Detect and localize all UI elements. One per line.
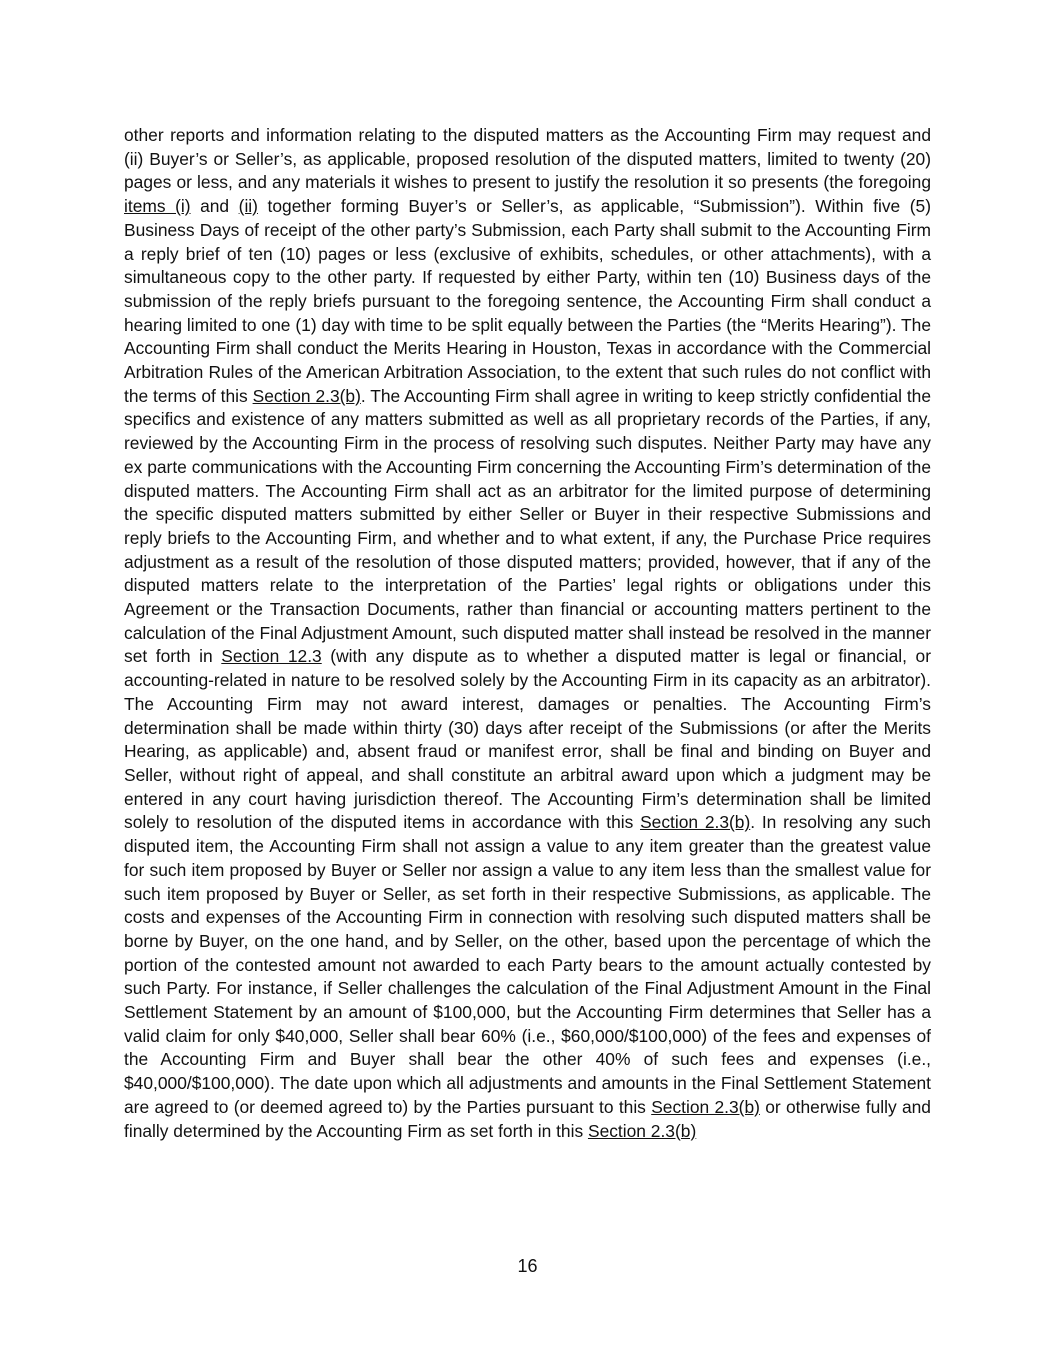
body-paragraph [124, 124, 931, 1143]
text-run: . The Accounting Firm shall agree in writing to keep strictly confidential the specifics and existence of any matters submitted as well as all proprietary records of the Parties, if any, reviewed by the Accounting Firm in the process of resolving such disputes. Neither Party may have any ex parte communications with the Accounting Firm concerning the Accounting Firm’s determination of the disputed matters. The Accounting Firm shall act as an arbitrator for the limited purpose of determining the specific disputed matters submitted by either Seller or Buyer in their respective Submissions and reply briefs to the Accounting Firm, and whether and to what extent, if any, the Purchase Price requires adjustment as a result of the resolution of those disputed matters; provided, however, that if any of the disputed matters relate to the interpretation of the Parties’ legal rights or obligations under this Agreement or the Transaction Documents, rather than financial or accounting matters pertinent to the calculation of the Final Adjustment Amount, such disputed matter shall instead be resolved in the manner set forth in [124, 385, 931, 667]
section-reference: Section 2.3(b) [651, 1096, 760, 1117]
underlined-reference: (ii) [238, 196, 258, 217]
section-reference: Section 2.3(b) [587, 1120, 697, 1141]
page-number: 16 [517, 1256, 538, 1276]
text-run: together forming Buyer’s or Seller’s, as applicable, “Submission”). Within five (5) Business Days of receipt of the other party’s Submission, each Party shall submit to the Accounting Firm a reply brief of ten (10) pages or less (exclusive of exhibits, schedules, or other attachments), with a simultaneous copy to the other party. If requested by either Party, within ten (10) Business days of the submission of the reply briefs pursuant to the foregoing sentence, the Accounting Firm shall conduct a hearing limited to one (1) day with time to be split equally between the Parties (the “Merits Hearing”). The Accounting Firm shall conduct the Merits Hearing in Houston, Texas in accordance with the Commercial Arbitration Rules of the American Arbitration Association, to the extent that such rules do not conflict with the terms of this [124, 196, 931, 406]
text-run: . In resolving any such disputed item, the Accounting Firm shall not assign a value to any item greater than the greatest value for such item proposed by Buyer or Seller nor assign a value to any item less than the smallest value for such item proposed by Buyer or Seller, as set forth in their respective Submissions, as applicable. The costs and expenses of the Accounting Firm in connection with resolving such disputed matters shall be borne by Buyer, on the one hand, and by Seller, on the other, based upon the percentage of which the portion of the contested amount not awarded to each Party bears to the amount actually contested by such Party. For instance, if Seller challenges the calculation of the Final Adjustment Amount in the Final Settlement Statement by an amount of $100,000, but the Accounting Firm determines that Seller has a valid claim for only $40,000, Seller shall bear 60% (i.e., $60,000/$100,000) of the fees and expenses of the Accounting Firm and Buyer shall bear the other 40% of such fees and expenses (i.e., $40,000/$100,000). The date upon which all adjustments and amounts in the Final Settlement Statement are agreed to (or deemed agreed to) by the Parties pursuant to this [124, 812, 931, 1117]
text-run: or otherwise fully and finally determined by the Accounting Firm as set forth in this [124, 1096, 931, 1141]
text-run: other reports and information relating to the disputed matters as the Accounting Firm may request and (ii) Buyer’s or Seller’s, as applicable, proposed resolution of the disputed matters, limited to twenty (20) pages or less, and any materials it wishes to present to justify the resolution it so presents (the foregoing [124, 125, 931, 193]
underlined-reference: items (i) [124, 196, 191, 217]
text-run: and [190, 196, 239, 217]
section-reference: Section 2.3(b) [252, 385, 361, 406]
text-run: (with any dispute as to whether a disputed matter is legal or financial, or accounting-related in nature to be resolved solely by the Accounting Firm in its capacity as an arbitrator). The Accounting Firm may not award interest, damages or penalties. The Accounting Firm’s determination shall be made within thirty (30) days after receipt of the Submissions (or after the Merits Hearing, as applicable) and, absent fraud or manifest error, shall be final and binding on Buyer and Seller, without right of appeal, and shall constitute an arbitral award upon which a judgment may be entered in any court having jurisdiction thereof. The Accounting Firm’s determination shall be limited solely to resolution of the disputed items in accordance with this [124, 646, 931, 833]
section-reference: Section 2.3(b) [640, 812, 751, 833]
section-reference: Section 12.3 [221, 646, 322, 667]
